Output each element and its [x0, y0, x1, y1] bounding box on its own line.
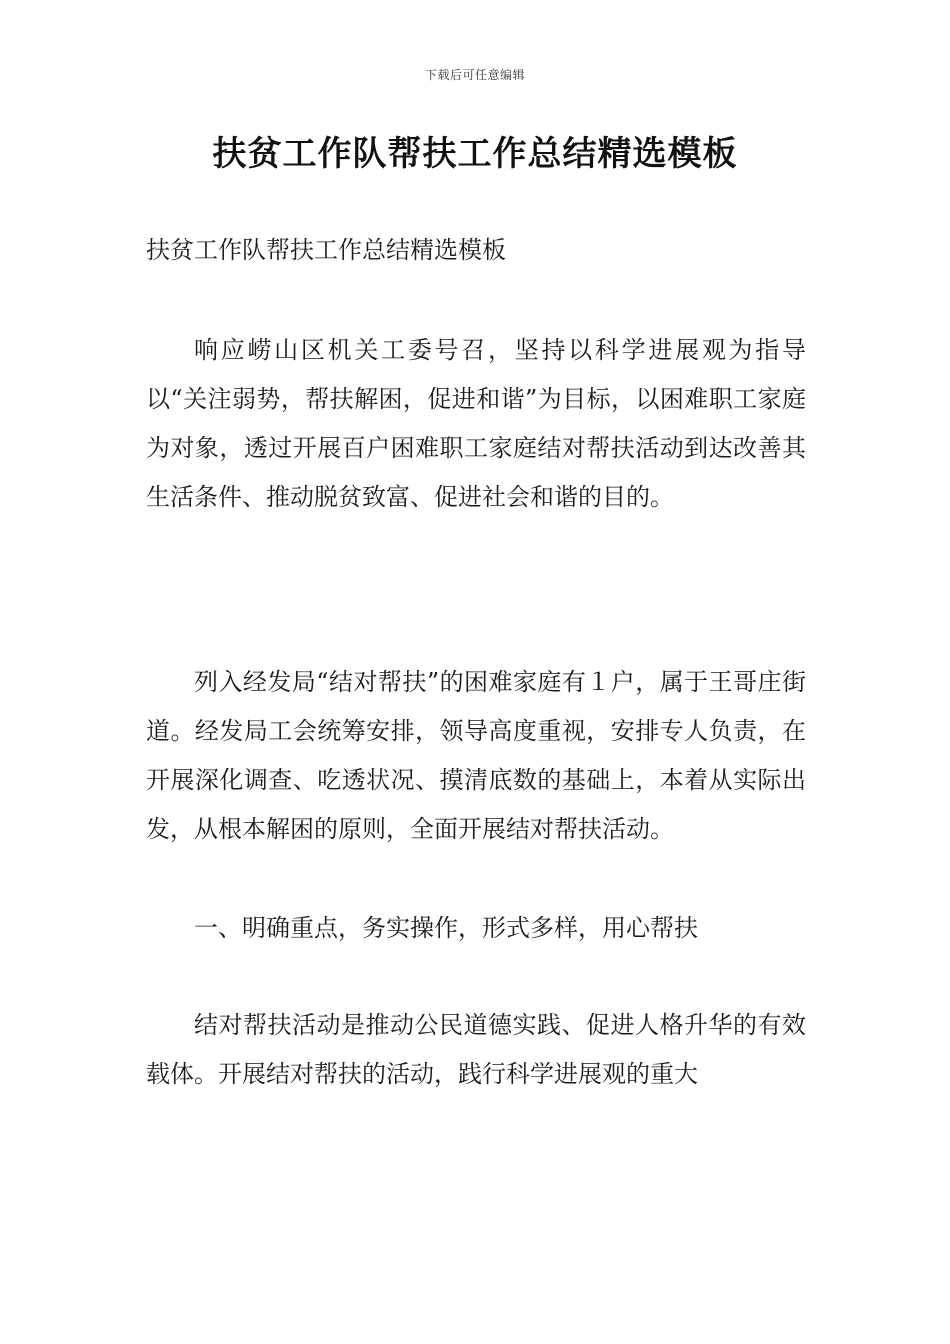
section-heading-1: 一、明确重点，务实操作，形式多样，用心帮扶 [194, 914, 698, 942]
paragraph-1: 响应崂山区机关工委号召，坚持以科学进展观为指导以“关注弱势，帮扶解困，促进和谐”为目标，以困难职工家庭为对象，透过开展百户困难职工家庭结对帮扶活动到达改善其生活条件、推动脱贫致富、促进社会和谐的目的。 [146, 336, 806, 511]
paragraph-3: 结对帮扶活动是推动公民道德实践、促进人格升华的有效载体。开展结对帮扶的活动，践行科学进展观的重大 [146, 1011, 806, 1088]
document-subtitle: 扶贫工作队帮扶工作总结精选模板 [146, 236, 506, 264]
document-title: 扶贫工作队帮扶工作总结精选模板 [212, 134, 738, 174]
paragraph-2: 列入经发局“结对帮扶”的困难家庭有１户，属于王哥庄街道。经发局工会统筹安排，领导高度重视，安排专人负责，在开展深化调查、吃透状况、摸清底数的基础上，本着从实际出发，从根本解困的原则，全面开展结对帮扶活动。 [146, 668, 806, 843]
document-body [146, 228, 806, 1099]
header-note: 下载后可任意编辑 [424, 68, 525, 82]
